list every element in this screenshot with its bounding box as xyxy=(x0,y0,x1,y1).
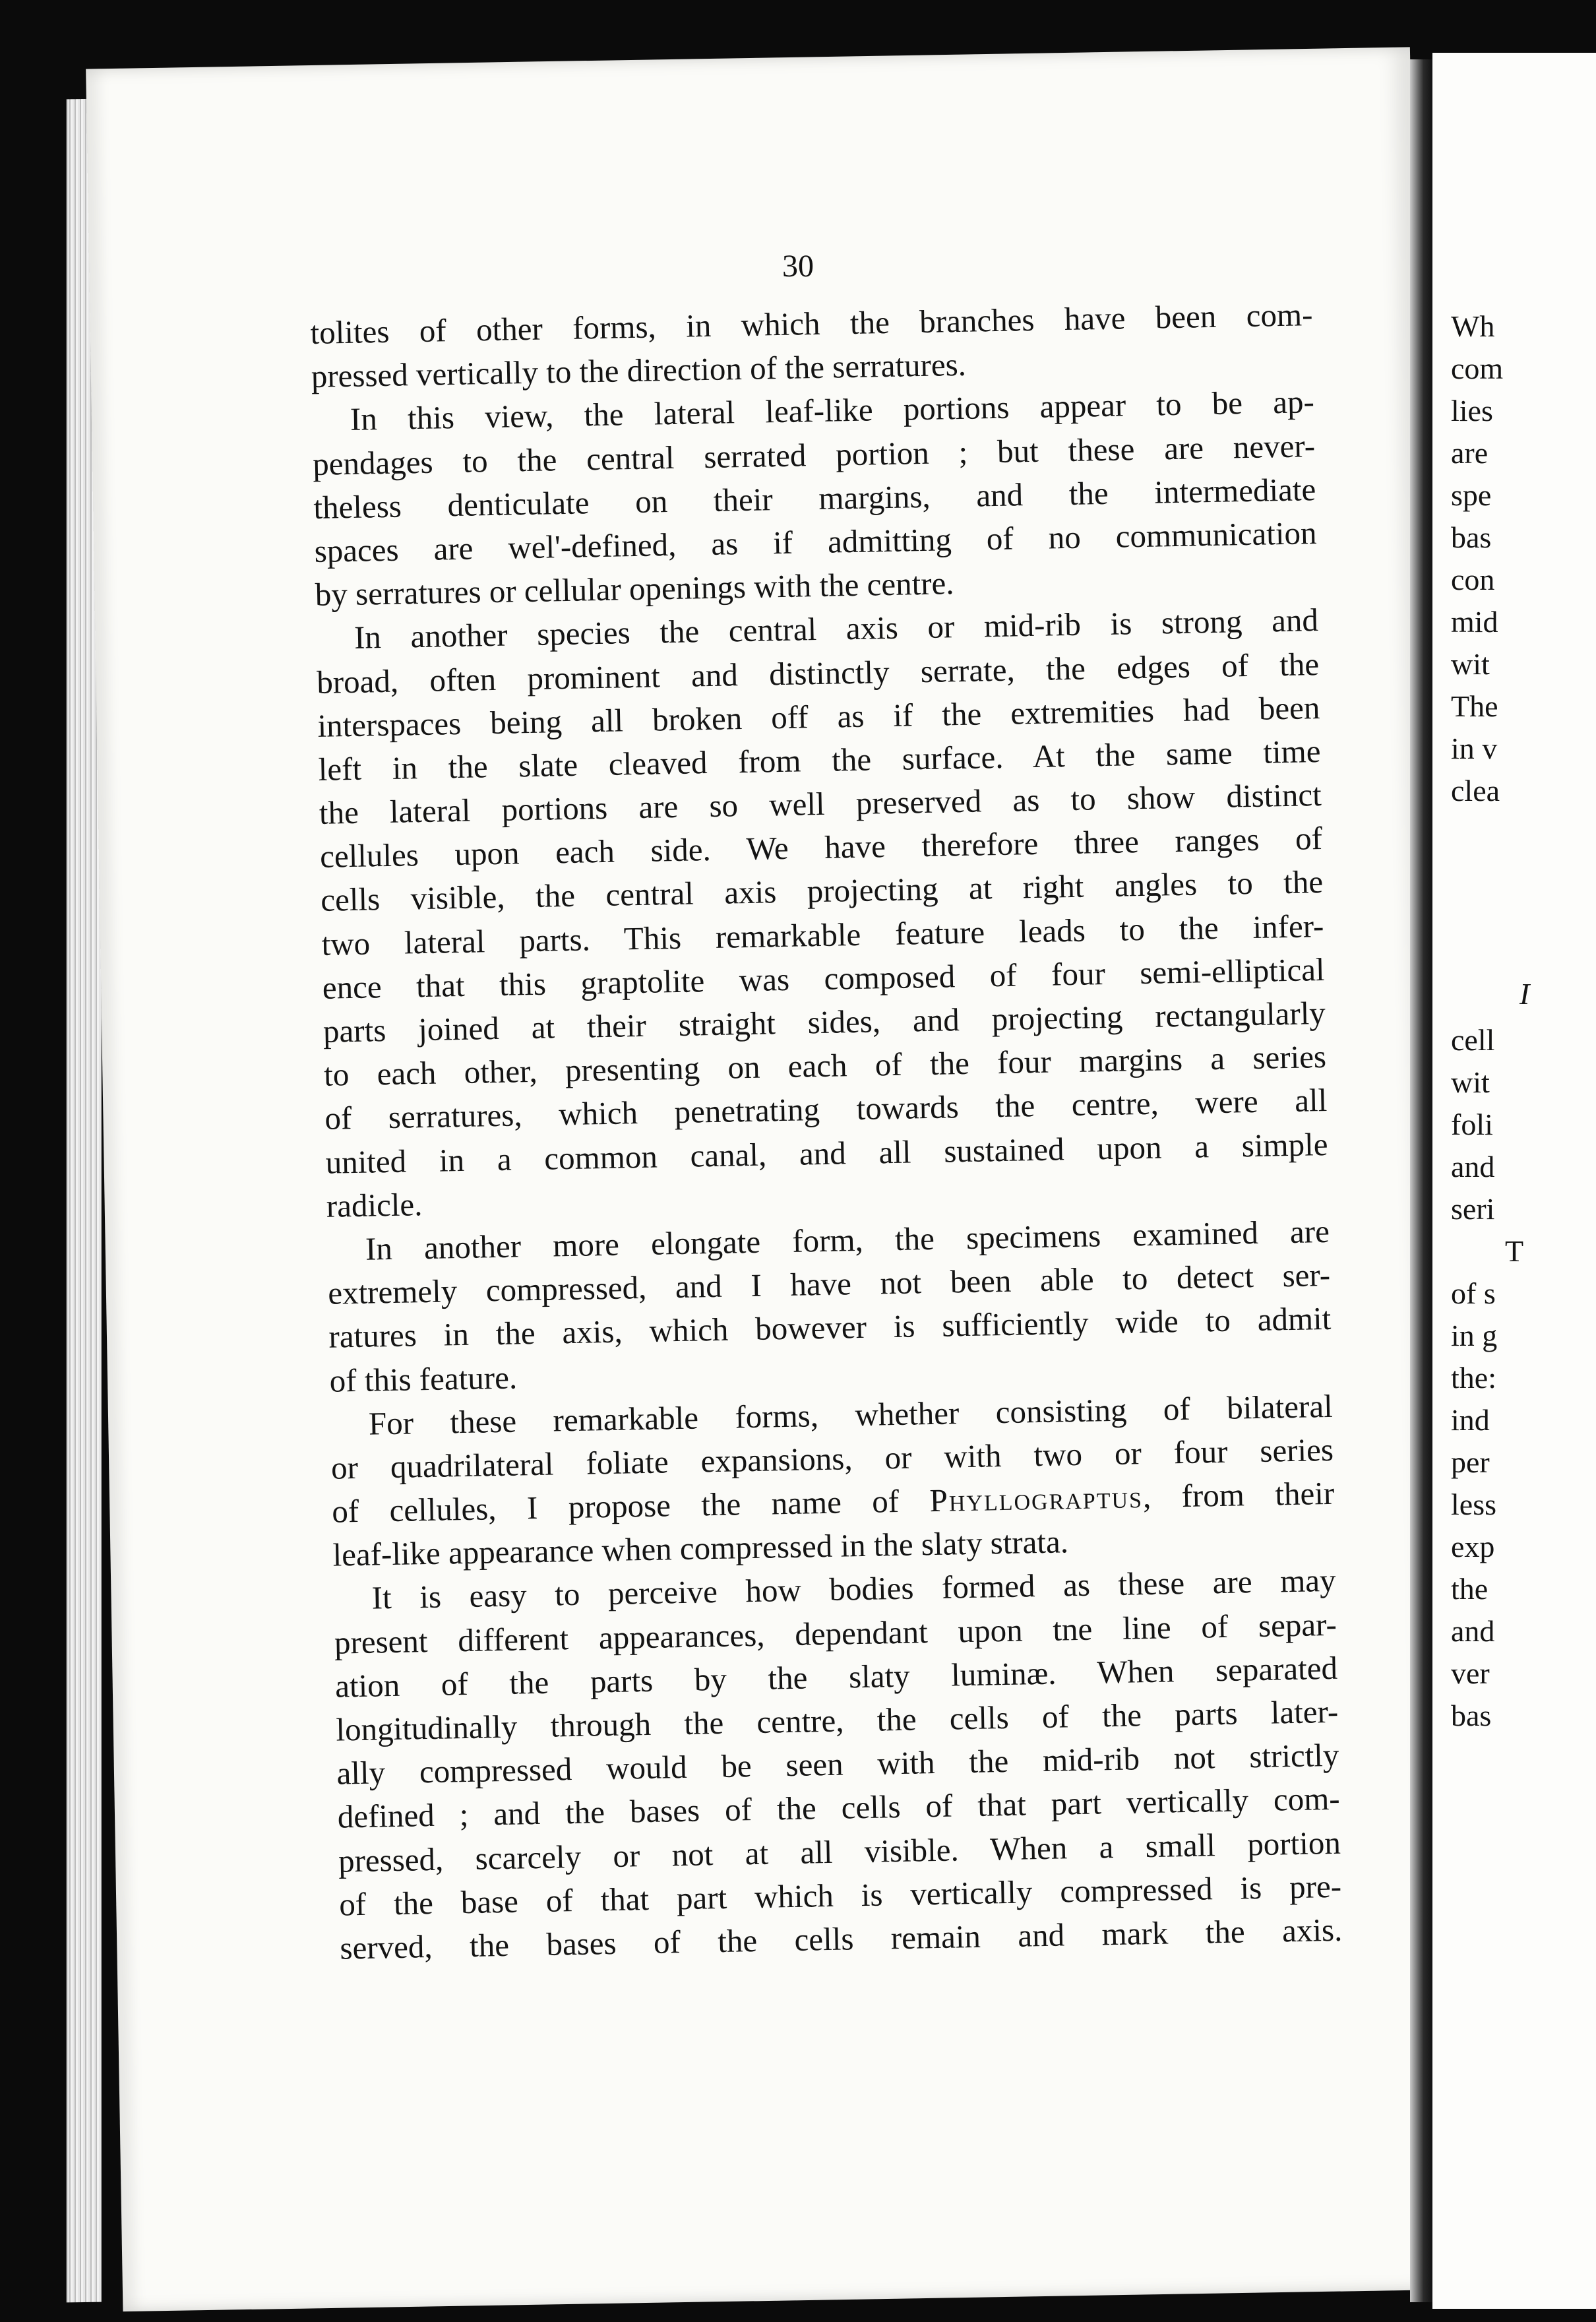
text-line: interspaces being all broken off as if the extremities had been xyxy=(317,689,1320,744)
text-line: two lateral parts. This remarkable feature leads to the infer- xyxy=(321,907,1324,962)
right-line: and xyxy=(1451,1150,1495,1183)
text-line: ally compressed would be seen with the mid-rib not strictly xyxy=(336,1736,1339,1792)
right-line: bas xyxy=(1451,1699,1492,1732)
right-line: The xyxy=(1451,689,1498,723)
text-line: longitudinally through the centre, the cells of the parts later- xyxy=(335,1693,1339,1748)
right-line: T xyxy=(1505,1234,1524,1268)
book-gutter xyxy=(1410,59,1432,2302)
text-line: pressed, scarcely or not at all visible. When a small portion xyxy=(338,1824,1341,1879)
right-line: wit xyxy=(1451,647,1490,681)
text-line: radicle. xyxy=(326,1185,423,1224)
text-line: united in a common canal, and all sustained upon a simple xyxy=(325,1125,1328,1181)
text-line: of the base of that part which is vertically compressed is pre- xyxy=(338,1867,1342,1923)
page-number: 30 xyxy=(782,249,814,284)
right-line: foli xyxy=(1451,1108,1493,1141)
text-line: parts joined at their straight sides, and projecting rectangularly xyxy=(322,994,1326,1050)
right-line: clea xyxy=(1451,774,1500,807)
text-line: cellules upon each side. We have therefore three ranges of xyxy=(319,820,1323,875)
right-line: per xyxy=(1451,1445,1490,1479)
text-line: left in the slate cleaved from the surface. At the same time xyxy=(318,732,1321,788)
genus-name: Phyllograptus xyxy=(929,1478,1144,1519)
text-line: ratures in the axis, which bowever is sufficiently wide to admit xyxy=(328,1300,1332,1356)
text-line: by serratures or cellular openings with the centre. xyxy=(315,565,954,613)
text-line: of this feature. xyxy=(329,1359,518,1399)
text-line: served, the bases of the cells remain and mark the axis. xyxy=(339,1911,1343,1966)
right-line: less xyxy=(1451,1488,1496,1521)
right-line: wit xyxy=(1451,1065,1490,1099)
text-line: pressed vertically to the direction of the serratures. xyxy=(311,346,967,395)
right-line: the: xyxy=(1451,1361,1496,1395)
text-line: tolites of other forms, in which the branches have been com- xyxy=(310,296,1313,351)
text-segment: of cellules, I propose the name of xyxy=(331,1483,900,1530)
text-line: to each other, presenting on each of the four margins a series xyxy=(323,1038,1327,1093)
right-line: ver xyxy=(1451,1656,1490,1690)
right-line: of s xyxy=(1451,1276,1496,1310)
right-line: in g xyxy=(1451,1319,1498,1352)
text-line: defined ; and the bases of the cells of that part vertically com- xyxy=(337,1780,1341,1835)
text-line: In this view, the lateral leaf-like portions appear to be ap- xyxy=(350,383,1315,438)
body-text xyxy=(310,293,1343,1970)
text-line: or quadrilateral foliate expansions, or with two or four series xyxy=(330,1431,1334,1486)
right-line: exp xyxy=(1451,1530,1495,1563)
right-line: ind xyxy=(1451,1403,1490,1437)
text-line: of serratures, which penetrating towards the centre, were all xyxy=(324,1082,1328,1137)
text-line: theless denticulate on their margins, and the intermediate xyxy=(313,470,1316,526)
right-line: in v xyxy=(1451,732,1498,765)
right-page-fragment xyxy=(1432,53,1596,2309)
text-line: ence that this graptolite was composed of four semi-elliptical xyxy=(322,951,1326,1006)
text-line: spaces are wel'-defined, as if admitting of no communication xyxy=(314,515,1317,569)
text-line: For these remarkable forms, whether consisting of bilateral xyxy=(368,1387,1334,1442)
text-line: the lateral portions are so well preserved as to show distinct xyxy=(319,776,1322,831)
right-line: spe xyxy=(1451,478,1492,512)
text-line: pendages to the central serrated portion ; but these are never- xyxy=(312,427,1316,482)
text-line: broad, often prominent and distinctly serrate, the edges of the xyxy=(316,645,1320,701)
right-line: lies xyxy=(1451,394,1493,427)
right-line: Wh xyxy=(1451,309,1495,343)
text-line: present different appearances, dependant upon tne line of separ- xyxy=(334,1606,1337,1661)
right-line: mid xyxy=(1451,605,1498,639)
right-line: I xyxy=(1519,977,1530,1011)
text-line: In another species the central axis or mid-rib is strong and xyxy=(353,602,1319,656)
right-line: cell xyxy=(1451,1023,1495,1057)
text-line: In another more elongate form, the specimens examined are xyxy=(365,1212,1330,1267)
text-line: cells visible, the central axis projecting at right angles to the xyxy=(320,863,1324,919)
right-line: are xyxy=(1451,436,1489,470)
text-line: It is easy to perceive how bodies formed as these are may xyxy=(371,1562,1337,1617)
right-line: con xyxy=(1451,563,1495,596)
right-line: the xyxy=(1451,1572,1489,1606)
right-line: bas xyxy=(1451,520,1492,554)
text-line: extremely compressed, and I have not been able to detect ser- xyxy=(327,1257,1331,1311)
right-line: and xyxy=(1451,1614,1495,1648)
right-line: com xyxy=(1451,352,1504,385)
text-line: leaf-like appearance when compressed in the slaty strata. xyxy=(332,1523,1069,1573)
text-line: ation of the parts by the slaty luminæ. When separated xyxy=(334,1649,1338,1705)
right-line: seri xyxy=(1451,1192,1495,1226)
text-segment: , from their xyxy=(1142,1474,1335,1515)
